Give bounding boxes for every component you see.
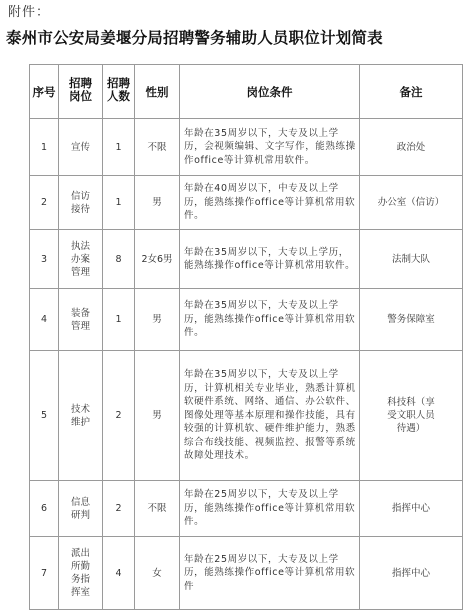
cell-conditions: 年龄在35周岁以下，大专及以上学历，能熟练操作office等计算机常用软件。 — [180, 289, 360, 351]
cell-notes: 政治处 — [360, 119, 463, 176]
cell-seq: 2 — [30, 176, 59, 230]
cell-gender: 女 — [135, 537, 180, 610]
cell-position: 技术维护 — [59, 351, 103, 481]
cell-notes: 指挥中心 — [360, 537, 463, 610]
cell-conditions: 年龄在25周岁以下，大专及以上学历，能熟练操作office等计算机常用软件。 — [180, 481, 360, 537]
cell-position: 信息研判 — [59, 481, 103, 537]
table-row — [30, 537, 463, 610]
document-title: 泰州市公安局姜堰分局招聘警务辅助人员职位计划简表 — [6, 28, 383, 47]
cell-conditions: 年龄在35周岁以下，大专及以上学历，会视频编辑、文字写作，能熟练操作office等计算机常用软件。 — [180, 119, 360, 176]
header-notes: 备注 — [360, 65, 463, 119]
cell-count: 2 — [103, 481, 135, 537]
header-conditions: 岗位条件 — [180, 65, 360, 119]
table-row — [30, 481, 463, 537]
cell-notes: 警务保障室 — [360, 289, 463, 351]
cell-notes: 法制大队 — [360, 230, 463, 289]
cell-seq: 5 — [30, 351, 59, 481]
cell-seq: 3 — [30, 230, 59, 289]
cell-count: 1 — [103, 119, 135, 176]
cell-count: 2 — [103, 351, 135, 481]
cell-conditions: 年龄在35周岁以下，大专及以上学历，计算机相关专业毕业，熟悉计算机软硬件系统、网络、通信、办公软件、图像处理等基本原理和操作技能，具有较强的计算机软、硬件维护能力，熟悉综合布线技能、视频监控、报警等系统故障处理技术。 — [180, 351, 360, 481]
cell-gender: 不限 — [135, 119, 180, 176]
cell-seq: 7 — [30, 537, 59, 610]
cell-conditions: 年龄在35周岁以下，大专以上学历，能熟练操作office等计算机常用软件。 — [180, 230, 360, 289]
cell-count: 4 — [103, 537, 135, 610]
header-seq: 序号 — [30, 65, 59, 119]
table-row — [30, 230, 463, 289]
cell-position: 派出所勤务指挥室 — [59, 537, 103, 610]
cell-gender: 不限 — [135, 481, 180, 537]
cell-gender: 男 — [135, 351, 180, 481]
table-row — [30, 119, 463, 176]
cell-gender: 2女6男 — [135, 230, 180, 289]
cell-count: 8 — [103, 230, 135, 289]
cell-gender: 男 — [135, 176, 180, 230]
cell-conditions: 年龄在40周岁以下，中专及以上学历，能熟练操作office等计算机常用软件。 — [180, 176, 360, 230]
table-row — [30, 176, 463, 230]
cell-seq: 4 — [30, 289, 59, 351]
cell-seq: 1 — [30, 119, 59, 176]
cell-gender: 男 — [135, 289, 180, 351]
attachment-label: 附件： — [8, 5, 51, 20]
cell-seq: 6 — [30, 481, 59, 537]
table-row — [30, 289, 463, 351]
cell-notes: 科技科（享受文职人员待遇） — [360, 351, 463, 481]
header-position: 招聘岗位 — [59, 65, 103, 119]
table-row — [30, 351, 463, 481]
cell-position: 执法办案管理 — [59, 230, 103, 289]
position-plan-table — [29, 64, 463, 610]
header-count: 招聘人数 — [103, 65, 135, 119]
cell-position: 宣传 — [59, 119, 103, 176]
cell-position: 装备管理 — [59, 289, 103, 351]
cell-notes: 指挥中心 — [360, 481, 463, 537]
header-gender: 性别 — [135, 65, 180, 119]
cell-count: 1 — [103, 176, 135, 230]
cell-notes: 办公室（信访） — [360, 176, 463, 230]
table-header-row — [30, 65, 463, 119]
cell-conditions: 年龄在25周岁以下，大专及以上学历，能熟练操作office等计算机常用软件 — [180, 537, 360, 610]
cell-position: 信访接待 — [59, 176, 103, 230]
cell-count: 1 — [103, 289, 135, 351]
